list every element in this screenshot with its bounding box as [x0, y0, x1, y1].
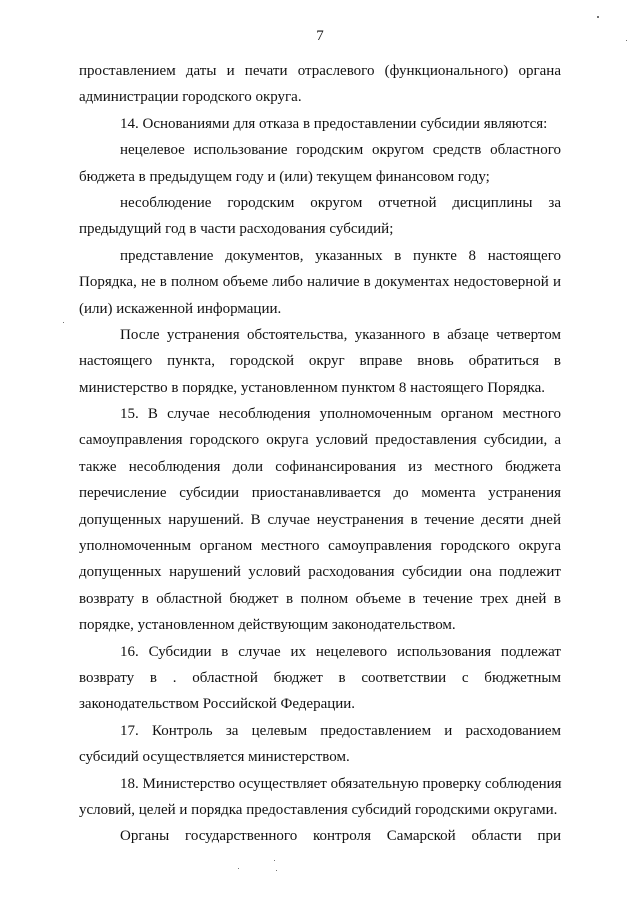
scan-speck [274, 860, 275, 861]
text-line: возврату в . областной бюджет в соответствии с бюджетным [79, 669, 561, 686]
text-line: несоблюдение городским округом отчетной дисциплины за [120, 194, 561, 211]
scan-speck [597, 16, 599, 18]
text-line: настоящего пункта, городской округ вправе вновь обратиться в [79, 353, 561, 370]
text-line: законодательством Российской Федерации. [79, 696, 356, 713]
text-line: Органы государственного контроля Самарской области при [120, 828, 561, 845]
page-number: 7 [316, 28, 324, 44]
text-line: министерство в порядке, установленном пунктом 8 настоящего Порядка. [79, 379, 546, 396]
text-line: порядке, установленном действующим законодательством. [79, 617, 456, 634]
text-line: возврату в областной бюджет в полном объеме в течение трех дней в [79, 590, 561, 607]
text-line: администрации городского округа. [79, 89, 302, 106]
text-line: 17. Контроль за целевым предоставлением и расходованием [120, 722, 561, 739]
scan-speck [626, 40, 627, 41]
text-line: (или) искаженной информации. [79, 300, 282, 317]
text-line: субсидий осуществляется министерством. [79, 749, 350, 766]
body-text [79, 58, 561, 850]
text-line: 18. Министерство осуществляет обязательную проверку соблюдения [120, 775, 562, 792]
scan-speck [238, 868, 239, 869]
text-line: проставлением даты и печати отраслевого (функционального) органа [79, 63, 561, 79]
text-line: предыдущий год в части расходования субсидий; [79, 221, 394, 238]
text-line: перечисление субсидии приостанавливается до момента устранения [79, 485, 561, 502]
text-line: нецелевое использование городским округом средств областного [120, 142, 561, 159]
text-line: уполномоченным органом местного самоуправления городского округа [79, 538, 561, 555]
text-line: бюджета в предыдущем году и (или) текущем финансовом году; [79, 168, 490, 185]
text-line: условий, целей и порядка предоставления субсидий городскими округами. [79, 801, 558, 818]
scan-speck [63, 322, 64, 323]
text-line: 16. Субсидии в случае их нецелевого использования подлежат [120, 643, 561, 660]
text-line: представление документов, указанных в пункте 8 настоящего [120, 247, 561, 264]
text-line: допущенных нарушений условий расходования субсидии она подлежит [79, 564, 561, 581]
text-line: также несоблюдения доли софинансирования из местного бюджета [79, 458, 561, 475]
text-line: самоуправления городского округа условий предоставления субсидии, а [79, 432, 561, 449]
text-line: Порядка, не в полном объеме либо наличие в документах недостоверной и [79, 274, 561, 291]
text-line: допущенных нарушений. В случае неустранения в течение десяти дней [79, 511, 561, 528]
scan-speck [276, 870, 277, 871]
text-line: 14. Основаниями для отказа в предоставлении субсидии являются: [120, 115, 548, 132]
text-line: После устранения обстоятельства, указанного в абзаце четвертом [120, 326, 561, 343]
text-line: 15. В случае несоблюдения уполномоченным органом местного [120, 406, 561, 423]
